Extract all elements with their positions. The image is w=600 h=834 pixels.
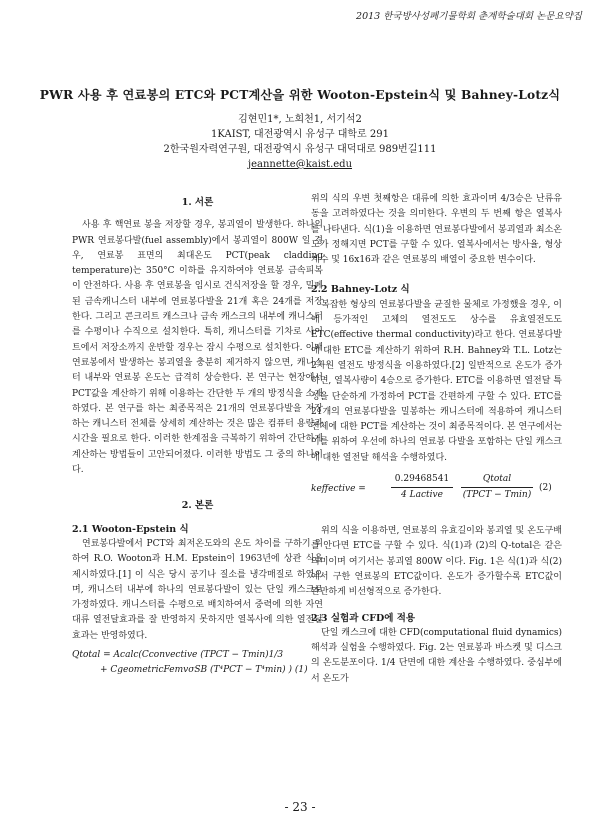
section-introduction-heading: 1. 서론 bbox=[181, 197, 214, 208]
equation-2-denominator-2: (TPCT − Tmin) bbox=[462, 490, 532, 501]
equation-2-lhs: keffective = bbox=[311, 484, 366, 495]
author-names: 김현민1*, 노희천1, 서기석2 bbox=[238, 114, 362, 125]
equation-2-numerator-1: 0.29468541 bbox=[391, 472, 453, 488]
subsection-wooton-epstein-heading: 2.1 Wooton-Epstein 식 bbox=[72, 523, 189, 535]
right-column bbox=[311, 192, 562, 687]
equation-2-explanation: 위의 식을 이용하면, 연료봉의 유효길이와 봉괴열 및 온도구배를 안다면 ETC를 구할 수 있다. 식(1)과 (2)의 Q-total은 같은 의미이며 여기서는 봉괴열 800W 이다. Fig. 1은 식(1)과 식(2)에서 구한 연료봉의 ETC값이다. 온도가 증가할수록 ETC값이 완만하게 비선형적으로 증가한다. bbox=[311, 526, 562, 598]
bahney-lotz-paragraph: 복잡한 형상의 연료봉다발을 균질한 물체로 가정했을 경우, 이에 등가적인 고체의 열전도도 상수를 유효열전도도 ETC(effective thermal conductivity)라고 한다. 연료봉다발에 대한 ETC를 계산하기 위하여 R.H. Bahney와 T.L. Lotz는 2차원 열전도 방정식을 이용하였다.[2] 일반적으로 온도가 증가하면, 열복사량이 4승으로 증가한다. ETC를 이용하면 열전달 특성을 단순하게 가정하여 PCT를 간편하게 구할 수 있다. ETC를 21개의 연료봉다발을 밀봉하는 캐니스터에 적용하여 캐니스터 전체에 대한 PCT를 계산하는 것이 최종목적이다. 본 연구에서는 이를 위하여 우선에 하나의 연료봉 다발을 포함하는 단일 캐스크에 대한 열전달 해석을 수행하였다. bbox=[311, 299, 562, 463]
author-email: jeannette@kaist.edu bbox=[247, 159, 353, 170]
experiment-cfd-paragraph: 단일 캐스크에 대한 CFD(computational fluid dynamics)해석과 실험을 수행하였다. Fig. 2는 연료봉과 바스켓 및 디스크의 온도분포이다. 1/4 단면에 대한 계산을 수행하였다. 중심부에서 온도가 bbox=[311, 627, 562, 684]
page-number: - 23 - bbox=[284, 800, 316, 814]
subsection-bahney-lotz-heading: 2.2 Bahney-Lotz 식 bbox=[311, 284, 410, 296]
affiliation-2: 2한국원자력연구원, 대전광역시 유성구 대덕대로 989번길111 bbox=[163, 144, 437, 155]
paper-title: PWR 사용 후 연료봉의 ETC와 PCT계산을 위한 Wooton-Epstein식 및 Bahney-Lotz식 bbox=[39, 88, 561, 102]
equation-2 bbox=[311, 466, 562, 500]
equation-1-line-2: + CgeometricFemvσSB (T⁴PCT − T⁴min) ) (1) bbox=[100, 665, 308, 676]
wooton-epstein-paragraph: 연료봉다발에서 PCT와 최저온도와의 온도 차이를 구하기 위하여 R.O. Wooton과 H.M. Epstein이 1963년에 상관 식을 제시하였다.[1] 이 식은 당시 공기나 질소를 냉각매질로 하였으며, 캐니스터 내부에 하나의 연료봉다발이 있는 단일 캐스크로 가정하였다. 캐니스터를 수평으로 배치하여서 중력에 의한 자연대류 열전달효과를 잘 반영하지 못하지만 열복사에 의한 열전달효과는 반영하였다. bbox=[72, 538, 323, 641]
introduction-paragraph: 사용 후 핵연료 봉을 저장할 경우, 봉괴열이 발생한다. 하나의 PWR 연료봉다발(fuel assembly)에서 봉괴열이 800W 일 경우, 연료봉 표면의 최대온도 PCT(peak cladding temperature)는 350°C 이하를 유지하여야 연료봉 금속피복이 안전하다. 사용 후 연료봉을 임시로 건식저장을 할 경우, 밀폐된 금속캐니스터 내부에 연료봉다발을 21개 혹은 24개를 저장한다. 그리고 콘크리트 캐스크나 금속 캐스크의 내부에 캐니스터를 수평이나 수직으로 설치한다. 특히, 캐니스터를 기차로 사이트에서 저장소까지 운반할 경우는 잠시 수평으로 설치한다. 이때 연료봉에서 발생하는 봉괴열을 충분히 제거하지 않으면, 캐니스터 내부와 연료봉 온도는 급격히 상승한다. 본 연구는 현장에서 PCT값을 계산하기 위해 이용하는 간단한 두 개의 방정식을 소개하였다. 본 연구를 하는 최종목적은 21개의 연료봉다발을 저장하는 캐니스터 전체를 상세히 계산하는 것은 많은 컴퓨터 용량과 시간을 필요로 한다. 이러한 한계점을 극복하기 위하여 간단하게 계산하는 방법들이 고안되어졌다. 이러한 방법도 그 중의 하나이다. bbox=[72, 220, 323, 476]
equation-2-numerator-2: Qtotal bbox=[461, 472, 533, 488]
left-column bbox=[72, 195, 323, 679]
equation-1-explanation: 위의 식의 우변 첫째항은 대류에 의한 효과이며 4/3승은 난류유동을 고려하였다는 것을 의미한다. 우변의 두 번째 항은 열복사를 나타낸다. 식(1)을 이용하면 연료봉다발에서 봉괴열과 최소온도가 정해지면 PCT를 구할 수 있다. 열복사에서는 방사율, 형상계수 및 16x16과 같은 연료봉의 배열이 중요한 변수이다. bbox=[311, 194, 562, 266]
equation-2-number: (2) bbox=[539, 483, 552, 494]
section-body-heading: 2. 본론 bbox=[181, 500, 214, 512]
equation-2-denominator-1: 4 Lactive bbox=[401, 490, 443, 501]
conference-header: 2013 한국방사성폐기물학회 춘계학술대회 논문요약집 bbox=[356, 11, 582, 22]
subsection-experiment-cfd-heading: 2.3 실험과 CFD에 적용 bbox=[311, 612, 416, 624]
affiliation-1: 1KAIST, 대전광역시 유성구 대학로 291 bbox=[211, 129, 389, 140]
equation-1-line-1: Qtotal = Acalc(Cconvective (TPCT − Tmin)1/3 bbox=[72, 650, 284, 661]
author-block bbox=[0, 112, 600, 172]
